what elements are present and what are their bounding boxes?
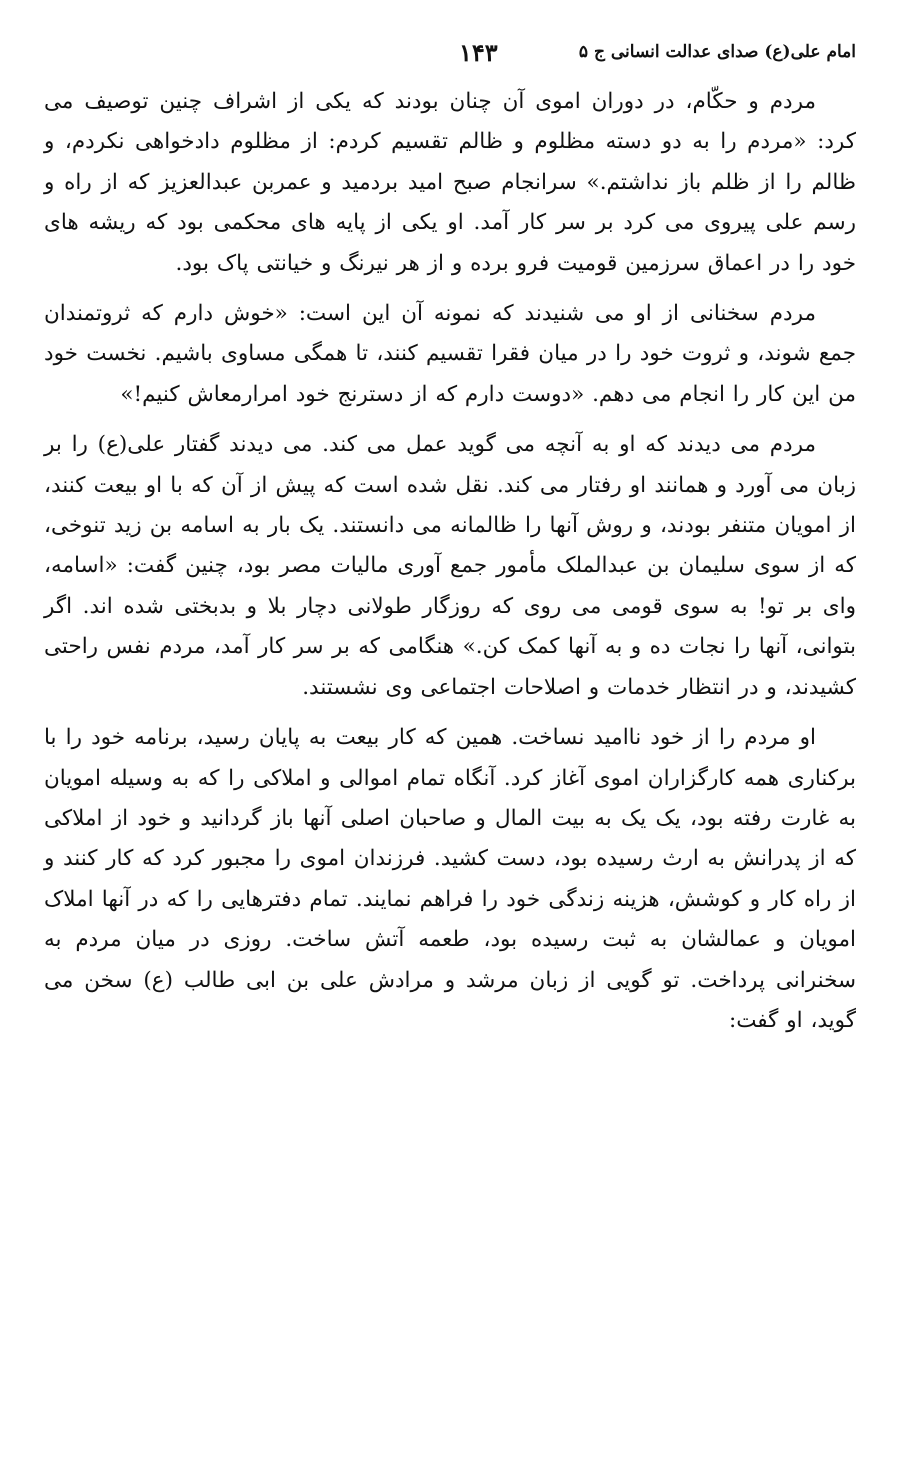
body-text — [44, 82, 856, 1041]
page-number: ۱۴۳ — [459, 38, 498, 67]
book-title-header: امام علی(ع) صدای عدالت انسانی ج ۵ — [578, 42, 856, 62]
paragraph: مردم سخنانی از او می شنیدند که نمونه آن این است: «خوش دارم که ثروتمندان جمع شوند، و ثروت خود را در میان فقرا تقسیم کنند، تا همگی مساوی باشیم. نخست خود من این کار را انجام می دهم. «دوست دارم که از دسترنج خود امرارمعاش کنیم!» — [44, 301, 856, 407]
running-header — [44, 40, 856, 74]
paragraph: مردم و حکّام، در دوران اموی آن چنان بودند که یکی از اشراف چنین توصیف می کرد: «مردم را به دو دسته مظلوم و ظالم تقسیم کردم: از مظلوم دادخواهی نکردم، و ظالم را از ظلم باز نداشتم.» سرانجام صبح امید بردمید و عمربن عبدالعزیز که از راه و رسم علی پیروی می کرد بر سر کار آمد. او یکی از پایه های محکمی بود که ریشه های خود را در اعماق سرزمین قومیت فرو برده و از هر نیرنگ و خیانتی پاک بود. — [44, 89, 856, 276]
paragraph: مردم می دیدند که او به آنچه می گوید عمل می کند. می دیدند گفتار علی(ع) را بر زبان می آورد و همانند او رفتار می کند. نقل شده است که پیش از آن که با او بیعت کنند، از امویان متنفر بودند، و روش آنها را ظالمانه می دانستند. یک بار به اسامه بن زید تنوخی، که از سوی سلیمان بن عبدالملک مأمور جمع آوری مالیات مصر بود، چنین گفت: «اسامه، وای بر تو! به سوی قومی می روی که روزگار طولانی دچار بلا و بدبختی شده اند. اگر بتوانی، آنها را نجات ده و به آنها کمک کن.» هنگامی که بر سر کار آمد، مردم نفس راحتی کشیدند، و در انتظار خدمات و اصلاحات اجتماعی وی نشستند. — [44, 432, 856, 700]
paragraph: او مردم را از خود ناامید نساخت. همین که کار بیعت به پایان رسید، برنامه خود را با برکناری همه کارگزاران اموی آغاز کرد. آنگاه تمام اموالی و املاکی را که به وسیله امویان به غارت رفته بود، یک یک به بیت المال و صاحبان اصلی آنها باز گردانید و خود از املاکی که از پدرانش به ارث رسیده بود، دست کشید. فرزندان اموی را مجبور کرد که کار کنند و از راه کار و کوشش، هزینه زندگی خود را فراهم نمایند. تمام دفترهایی را که در آنها املاک امویان و عمالشان به ثبت رسیده بود، طعمه آتش ساخت. روزی در میان مردم به سخنرانی پرداخت. تو گویی از زبان مرشد و مرادش علی بن ابی طالب (ع) سخن می گوید، او گفت: — [44, 725, 856, 1033]
